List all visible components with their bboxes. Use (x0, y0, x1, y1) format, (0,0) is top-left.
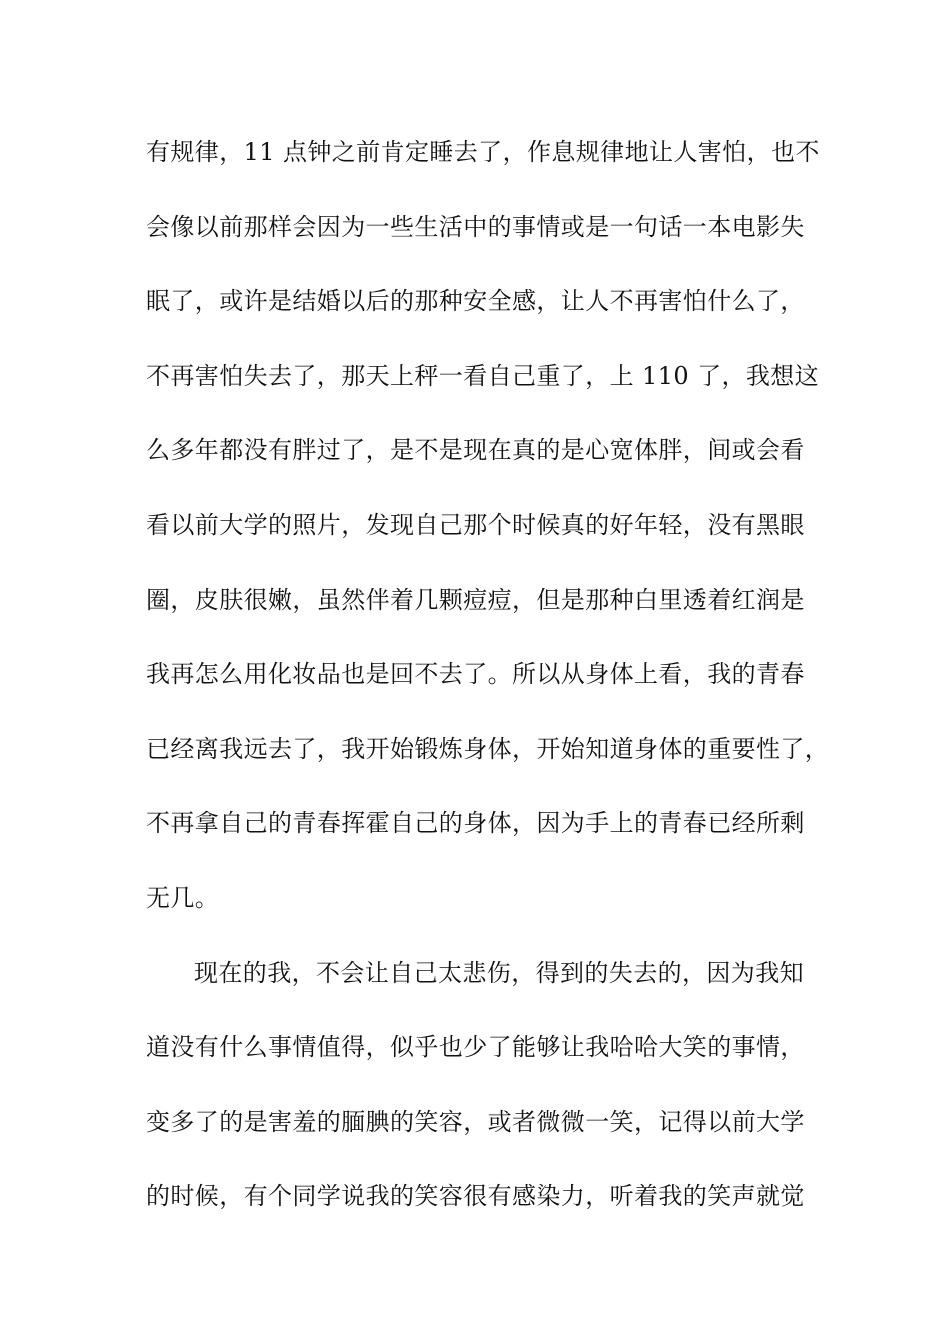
text-line-11: 无几。 (146, 883, 220, 912)
text-line-2: 会像以前那样会因为一些生活中的事情或是一句话一本电影失 (146, 212, 805, 241)
text-line-10: 不再拿自己的青春挥霍自己的身体，因为手上的青春已经所剩 (146, 809, 805, 838)
text-line-12: 现在的我，不会让自己太悲伤，得到的失去的，因为我知 (194, 958, 804, 987)
text-line-5: 么多年都没有胖过了，是不是现在真的是心宽体胖，间或会看 (146, 436, 805, 465)
text-line-9: 已经离我远去了，我开始锻炼身体，开始知道身体的重要性了， (146, 734, 830, 763)
body-text (146, 130, 836, 1249)
text-line-8: 我再怎么用化妆品也是回不去了。所以从身体上看，我的青春 (146, 660, 805, 689)
text-line-1: 有规律，11 点钟之前肯定睡去了，作息规律地让人害怕，也不 (146, 138, 820, 166)
text-line-4: 不再害怕失去了，那天上秤一看自己重了，上 110 了，我想这 (146, 361, 820, 390)
text-line-15: 的时候，有个同学说我的笑容很有感染力，听着我的笑声就觉 (146, 1182, 805, 1211)
text-line-6: 看以前大学的照片，发现自己那个时候真的好年轻，没有黑眼 (146, 510, 805, 539)
text-line-3: 眠了，或许是结婚以后的那种安全感，让人不再害怕什么了， (146, 287, 805, 316)
text-line-7: 圈，皮肤很嫩，虽然伴着几颗痘痘，但是那种白里透着红润是 (146, 585, 805, 614)
text-line-14: 变多了的是害羞的腼腆的笑容，或者微微一笑，记得以前大学 (146, 1107, 805, 1136)
text-line-13: 道没有什么事情值得，似乎也少了能够让我哈哈大笑的事情， (146, 1033, 805, 1062)
